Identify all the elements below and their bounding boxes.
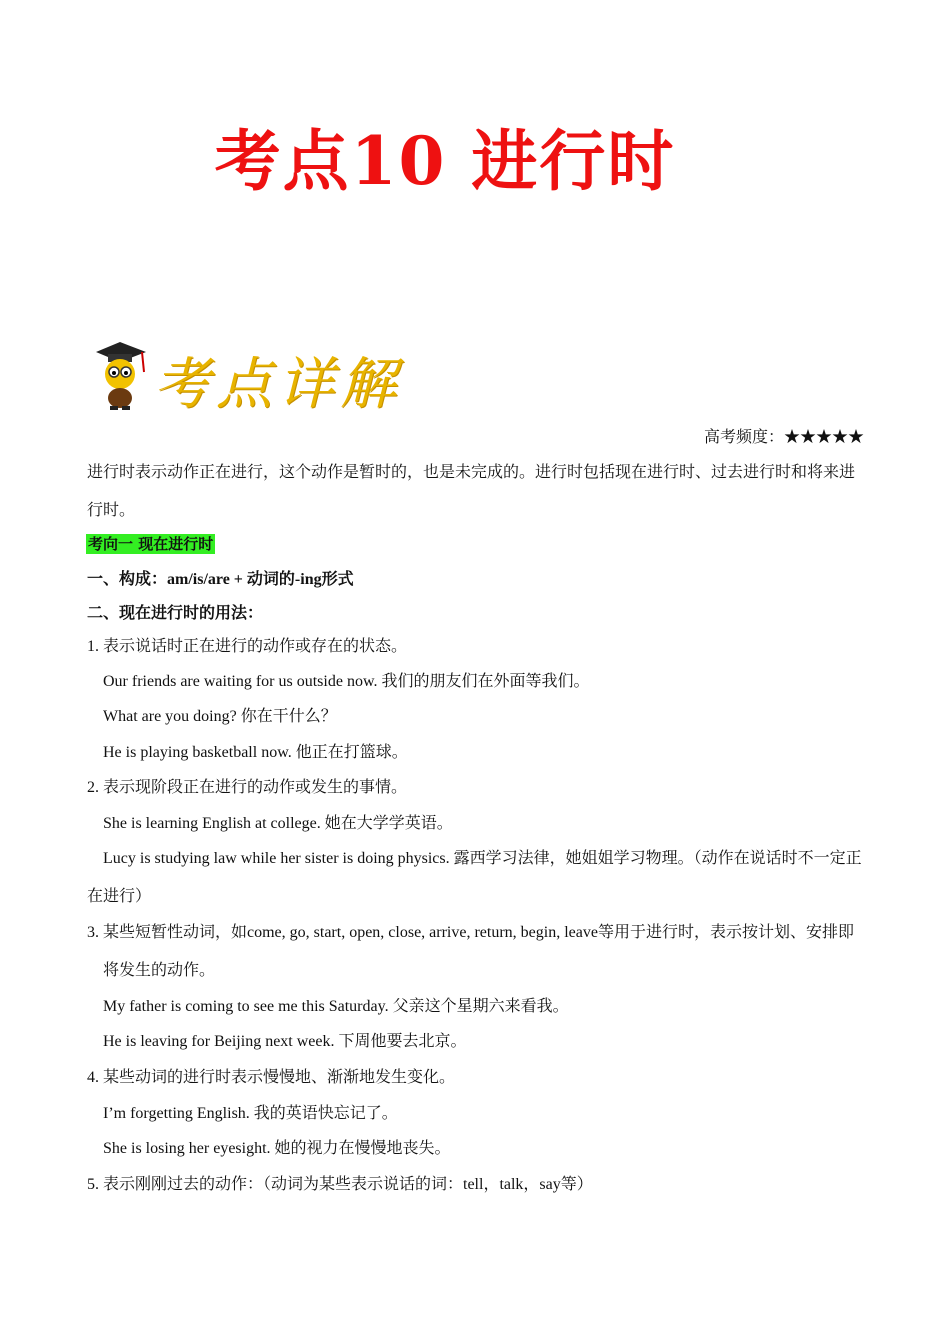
frequency-stars: ★★★★★ [783, 429, 864, 446]
example-sentence: He is leaving for Beijing next week. 下周他要去北京。 [103, 1033, 467, 1050]
usage-title: 1. 表示说话时正在进行的动作或存在的状态。 [87, 638, 408, 655]
usage-title: 3. 某些短暂性动词，如come, go, start, open, close, arrive, return, begin, leave等用于进行时，表示按计划、安排即将发生的动作。 [87, 924, 854, 979]
banner-text: 考点详解 [154, 352, 402, 417]
usage-heading: 二、现在进行时的用法： [87, 605, 264, 622]
example-sentence: My father is coming to see me this Saturday. 父亲这个星期六来看我。 [103, 998, 569, 1015]
usage-title: 2. 表示现阶段正在进行的动作或发生的事情。 [87, 779, 408, 796]
example-sentence: I’m forgetting English. 我的英语快忘记了。 [103, 1105, 398, 1122]
usage-title: 5. 表示刚刚过去的动作：（动词为某些表示说话的词：tell，talk，say等） [87, 1176, 593, 1193]
example-sentence: What are you doing? 你在干什么？ [103, 708, 337, 725]
usage-title: 4. 某些动词的进行时表示慢慢地、渐渐地发生变化。 [87, 1069, 456, 1086]
frequency-label: 高考频度： [703, 429, 784, 446]
intro-paragraph: 进行时表示动作正在进行，这个动作是暂时的，也是未完成的。进行时包括现在进行时、过去进行时和将来进行时。 [87, 464, 856, 519]
page-title: 考点10 进行时 [214, 122, 676, 200]
section-banner [92, 338, 402, 418]
example-sentence: She is losing her eyesight. 她的视力在慢慢地丧失。 [103, 1140, 451, 1157]
section-heading: 考向一 现在进行时 [88, 535, 214, 553]
example-sentence: Lucy is studying law while her sister is doing physics. 露西学习法律，她姐姐学习物理。（动作在说话时不一定正在进行） [87, 850, 862, 905]
frequency-rating [704, 428, 864, 448]
example-sentence: He is playing basketball now. 他正在打篮球。 [103, 744, 408, 761]
graduation-mascot-icon [92, 338, 150, 410]
example-sentence: Our friends are waiting for us outside now. 我们的朋友们在外面等我们。 [103, 673, 590, 690]
example-sentence: She is learning English at college. 她在大学学英语。 [103, 815, 453, 832]
construction-line: 一、构成：am/is/are + 动词的-ing形式 [87, 571, 354, 588]
